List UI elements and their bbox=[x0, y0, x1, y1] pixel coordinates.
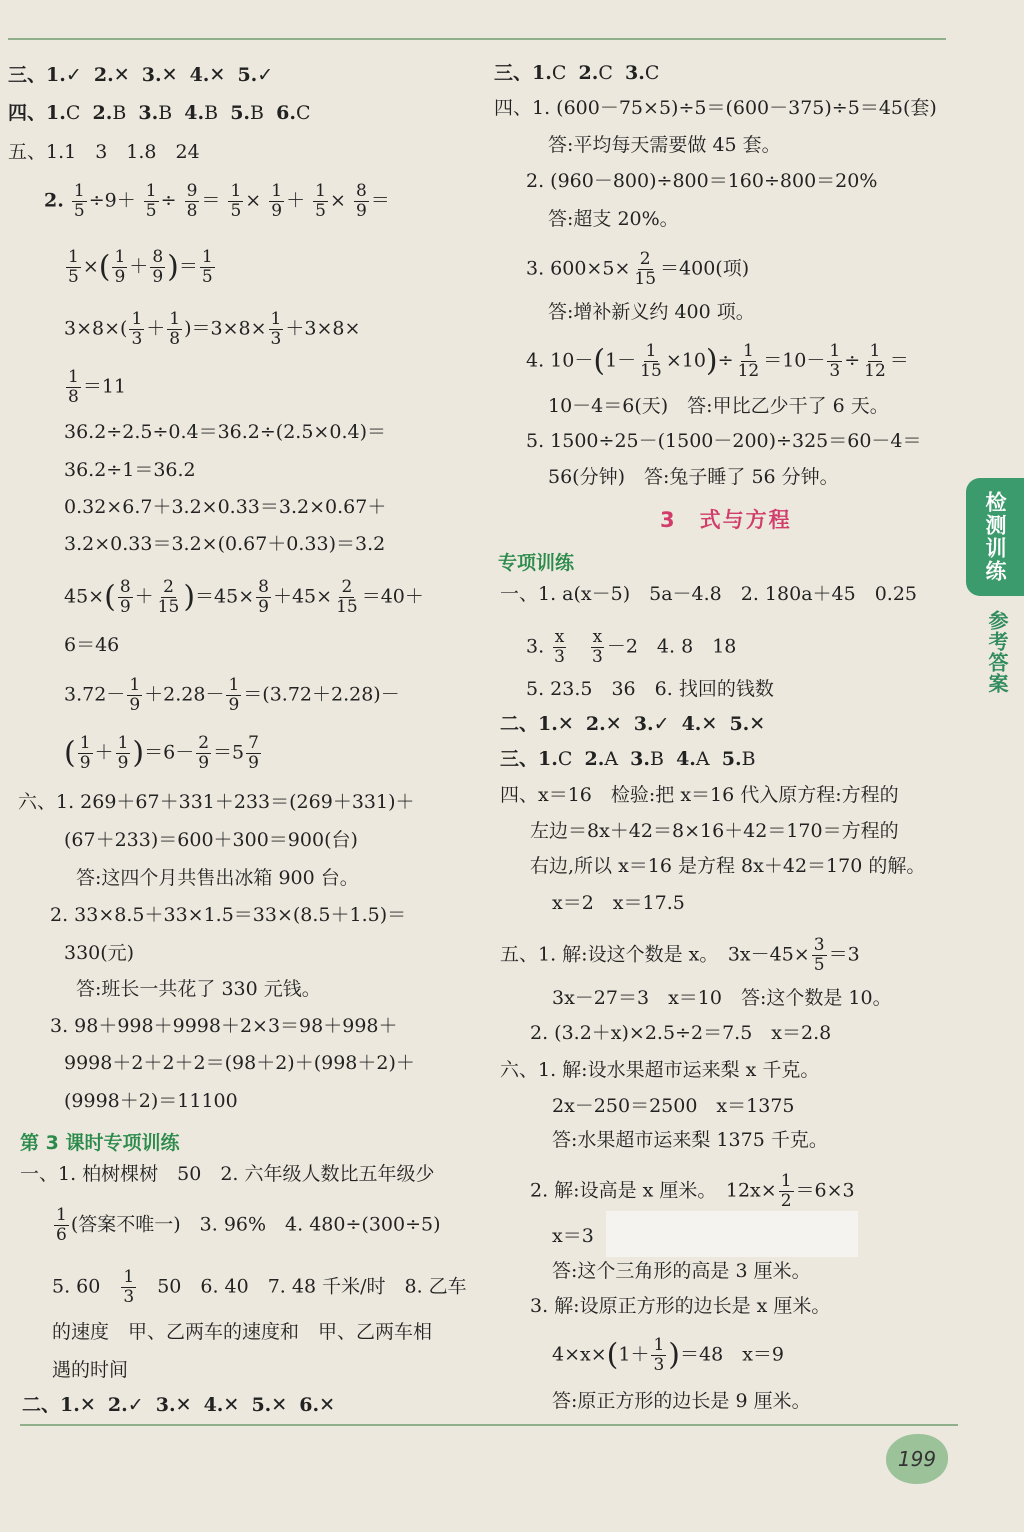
answer-line: 2. (960－800)÷800＝160÷800＝20% bbox=[526, 170, 878, 192]
fraction: $\frac{9}{8}$ bbox=[186, 181, 198, 221]
answer-line: 四、1.C 2.B 3.B 4.B 5.B 6.C bbox=[8, 102, 311, 124]
chapter-title: 3 式与方程 bbox=[660, 508, 792, 532]
answer-line: (9998＋2)＝11100 bbox=[64, 1090, 238, 1112]
side-label: 参考答案 bbox=[985, 610, 1009, 694]
answer-line: 3.72－ $\frac{1}{9}$ ＋2.28－ $\frac{1}{9}$ ＝(3.72＋2.28)－ bbox=[64, 675, 400, 715]
fraction: $\frac{1}{5}$ bbox=[230, 181, 242, 221]
fraction: $\frac{2}{15}$ bbox=[336, 577, 358, 617]
answer-line: $\frac{1}{6}$ (答案不唯一) 3. 96% 4. 480÷(300÷5) bbox=[56, 1205, 441, 1245]
fraction: $\frac{1}{9}$ bbox=[114, 247, 126, 287]
answer-line: 答:班长一共花了 330 元钱。 bbox=[76, 978, 321, 1000]
fraction: $\frac{1}{5}$ bbox=[145, 181, 157, 221]
answer-line: 5. 60 $\frac{1}{3}$ 50 6. 40 7. 48 千米/时 8. 乙车 bbox=[52, 1267, 467, 1307]
answer-line: 答:这个三角形的高是 3 厘米。 bbox=[552, 1260, 811, 1282]
fraction: $\frac{8}{9}$ bbox=[258, 577, 269, 617]
fraction: $\frac{1}{15}$ bbox=[640, 341, 662, 381]
answer-line: 二、1.✕ 2.✓ 3.✕ 4.✕ 5.✕ 6.✕ bbox=[22, 1394, 336, 1416]
side-tab[interactable] bbox=[966, 478, 1024, 596]
bottom-rule bbox=[20, 1424, 958, 1426]
answer-line: 2. 解:设高是 x 厘米。 12x× $\frac{1}{2}$ ＝6×3 bbox=[530, 1171, 855, 1211]
answer-line: 三、1.C 2.C 3.C bbox=[494, 62, 660, 84]
answer-line: 36.2÷2.5÷0.4＝36.2÷(2.5×0.4)＝ bbox=[64, 421, 386, 443]
answer-line: 56(分钟) 答:兔子睡了 56 分钟。 bbox=[548, 466, 839, 488]
fraction: $\frac{1}{9}$ bbox=[117, 733, 129, 773]
fraction: $\frac{1}{8}$ bbox=[68, 367, 79, 407]
answer-line: 的速度 甲、乙两车的速度和 甲、乙两车相 bbox=[52, 1321, 433, 1343]
answer-line: 答:平均每天需要做 45 套。 bbox=[548, 134, 781, 156]
answer-line: 0.32×6.7＋3.2×0.33＝3.2×0.67＋ bbox=[64, 496, 387, 518]
answer-line: 二、1.✕ 2.✕ 3.✓ 4.✕ 5.✕ bbox=[500, 713, 766, 735]
answer-line: 330(元) bbox=[64, 942, 135, 964]
answer-line: $\frac{1}{5}$ ×( $\frac{1}{9}$ ＋ $\frac{8}{9}$ )＝ $\frac{1}{5}$ bbox=[68, 247, 213, 287]
answer-line: 五、1. 解:设这个数是 x。 3x－45× $\frac{3}{5}$ ＝3 bbox=[500, 935, 860, 975]
section-heading: 第 3 课时专项训练 bbox=[20, 1132, 180, 1154]
answer-line: 左边＝8x＋42＝8×16＋42＝170＝方程的 bbox=[530, 820, 899, 842]
answer-line: ( $\frac{1}{9}$ ＋ $\frac{1}{9}$ )＝6－ $\frac{2}{9}$ ＝5 $\frac{7}{9}$ bbox=[64, 733, 259, 773]
page-number: 199 bbox=[886, 1434, 948, 1484]
answer-line: 答:原正方形的边长是 9 厘米。 bbox=[552, 1390, 811, 1412]
fraction: $\frac{1}{3}$ bbox=[829, 341, 841, 381]
answer-line: 4. 10－(1－ $\frac{1}{15}$ ×10)÷ $\frac{1}{12}$ ＝10－ $\frac{1}{3}$ ÷ $\frac{1}{12}$ ＝ bbox=[526, 341, 909, 381]
answer-line: 遇的时间 bbox=[52, 1359, 129, 1381]
fraction: $\frac{7}{9}$ bbox=[248, 733, 259, 773]
answer-line: 5. 1500÷25－(1500－200)÷325＝60－4＝ bbox=[526, 430, 922, 452]
answer-line: 五、1.1 3 1.8 24 bbox=[8, 141, 200, 163]
answer-line: $\frac{1}{8}$ ＝11 bbox=[68, 367, 127, 407]
answer-line: 6＝46 bbox=[64, 634, 120, 656]
answer-line: 2. (3.2＋x)×2.5÷2＝7.5 x＝2.8 bbox=[530, 1022, 832, 1044]
answer-line: 三、1.✓ 2.✕ 3.✕ 4.✕ 5.✓ bbox=[8, 64, 274, 86]
fraction: $\frac{1}{2}$ bbox=[780, 1171, 792, 1211]
answer-line: 一、1. 柏树棵树 50 2. 六年级人数比五年级少 bbox=[20, 1163, 435, 1185]
answer-line: 3×8×( $\frac{1}{3}$ ＋ $\frac{1}{8}$ )＝3×8× $\frac{1}{3}$ ＋3×8× bbox=[64, 309, 361, 349]
fraction: $\frac{1}{5}$ bbox=[315, 181, 326, 221]
answer-line: 4×x×(1＋ $\frac{1}{3}$ )＝48 x＝9 bbox=[552, 1335, 784, 1375]
answer-line: 3. 98＋998＋9998＋2×3＝98＋998＋ bbox=[50, 1015, 398, 1037]
answer-line: 3x－27＝3 x＝10 答:这个数是 10。 bbox=[552, 987, 892, 1009]
answer-line: 答:超支 20%。 bbox=[548, 208, 679, 230]
redaction-box bbox=[606, 1211, 858, 1257]
answer-line: 三、1.C 2.A 3.B 4.A 5.B bbox=[500, 748, 756, 770]
section-heading: 专项训练 bbox=[498, 552, 575, 574]
top-rule bbox=[8, 38, 946, 40]
answer-line: 3.2×0.33＝3.2×(0.67＋0.33)＝3.2 bbox=[64, 533, 386, 555]
fraction: $\frac{1}{5}$ bbox=[68, 247, 79, 287]
answer-line: 9998＋2＋2＋2＝(98＋2)＋(998＋2)＋ bbox=[64, 1052, 415, 1074]
fraction: $\frac{1}{9}$ bbox=[228, 675, 240, 715]
answer-line: 10－4＝6(天) 答:甲比乙少干了 6 天。 bbox=[548, 395, 889, 417]
fraction: $\frac{8}{9}$ bbox=[355, 181, 367, 221]
answer-line: 一、1. a(x－5) 5a－4.8 2. 180a＋45 0.25 bbox=[500, 583, 917, 605]
fraction: $\frac{1}{3}$ bbox=[653, 1335, 665, 1375]
answer-line: 答:增补新义约 400 项。 bbox=[548, 301, 755, 323]
fraction: $\frac{8}{9}$ bbox=[119, 577, 131, 617]
fraction: $\frac{1}{12}$ bbox=[864, 341, 886, 381]
answer-line: 六、1. 269＋67＋331＋233＝(269＋331)＋ bbox=[18, 791, 415, 813]
fraction: $\frac{1}{9}$ bbox=[79, 733, 91, 773]
fraction: $\frac{1}{5}$ bbox=[73, 181, 85, 221]
answer-line: 36.2÷1＝36.2 bbox=[64, 459, 196, 481]
fraction: $\frac{1}{3}$ bbox=[270, 309, 282, 349]
fraction: $\frac{8}{9}$ bbox=[152, 247, 164, 287]
answer-line: 3. $\frac{x}{3}$ $\frac{x}{3}$ －2 4. 8 18 bbox=[526, 627, 737, 667]
fraction: $\frac{1}{12}$ bbox=[737, 341, 760, 381]
fraction: $\frac{2}{15}$ bbox=[634, 249, 657, 289]
answer-line: 2. $\frac{1}{5}$ ÷9＋ $\frac{1}{5}$ ÷ $\frac{9}{8}$ ＝ $\frac{1}{5}$ × $\frac{1}{9}$ ＋ $\frac{1}{5}$ × $\frac{8}{9}$ ＝ bbox=[44, 181, 390, 221]
answer-line: 右边,所以 x＝16 是方程 8x＋42＝170 的解。 bbox=[530, 855, 926, 877]
answer-line: 2x－250＝2500 x＝1375 bbox=[552, 1095, 795, 1117]
fraction: $\frac{1}{3}$ bbox=[123, 1267, 135, 1307]
side-tab-label: 检测训练 bbox=[983, 491, 1007, 583]
fraction: $\frac{1}{8}$ bbox=[169, 309, 181, 349]
fraction: $\frac{1}{5}$ bbox=[201, 247, 213, 287]
answer-line: 四、1. (600－75×5)÷5＝(600－375)÷5＝45(套) bbox=[494, 97, 937, 119]
answer-line: (67＋233)＝600＋300＝900(台) bbox=[64, 829, 358, 851]
fraction: $\frac{1}{3}$ bbox=[131, 309, 143, 349]
answer-line: x＝2 x＝17.5 bbox=[552, 892, 685, 914]
fraction: $\frac{3}{5}$ bbox=[813, 935, 825, 975]
fraction: $\frac{1}{6}$ bbox=[56, 1205, 67, 1245]
fraction: $\frac{x}{3}$ bbox=[554, 627, 565, 667]
answer-line: 六、1. 解:设水果超市运来梨 x 千克。 bbox=[500, 1059, 820, 1081]
answer-line: 3. 600×5× $\frac{2}{15}$ ＝400(项) bbox=[526, 249, 750, 289]
fraction: $\frac{1}{9}$ bbox=[129, 675, 141, 715]
answer-line: 2. 33×8.5＋33×1.5＝33×(8.5＋1.5)＝ bbox=[50, 904, 407, 926]
fraction: $\frac{2}{9}$ bbox=[198, 733, 210, 773]
answer-line: 四、x＝16 检验:把 x＝16 代入原方程:方程的 bbox=[500, 784, 899, 806]
answer-line: 答:这四个月共售出冰箱 900 台。 bbox=[76, 867, 359, 889]
answer-line: 3. 解:设原正方形的边长是 x 厘米。 bbox=[530, 1295, 831, 1317]
answer-line: 5. 23.5 36 6. 找回的钱数 bbox=[526, 678, 774, 700]
fraction: $\frac{1}{9}$ bbox=[271, 181, 283, 221]
answer-line: 45×( $\frac{8}{9}$ ＋ $\frac{2}{15}$ )＝45× $\frac{8}{9}$ ＋45× $\frac{2}{15}$ ＝40＋ bbox=[64, 577, 424, 617]
answer-line: 答:水果超市运来梨 1375 千克。 bbox=[552, 1129, 828, 1151]
answer-line: x＝3 bbox=[552, 1225, 594, 1247]
fraction: $\frac{2}{15}$ bbox=[157, 577, 180, 617]
fraction: $\frac{x}{3}$ bbox=[592, 627, 603, 667]
